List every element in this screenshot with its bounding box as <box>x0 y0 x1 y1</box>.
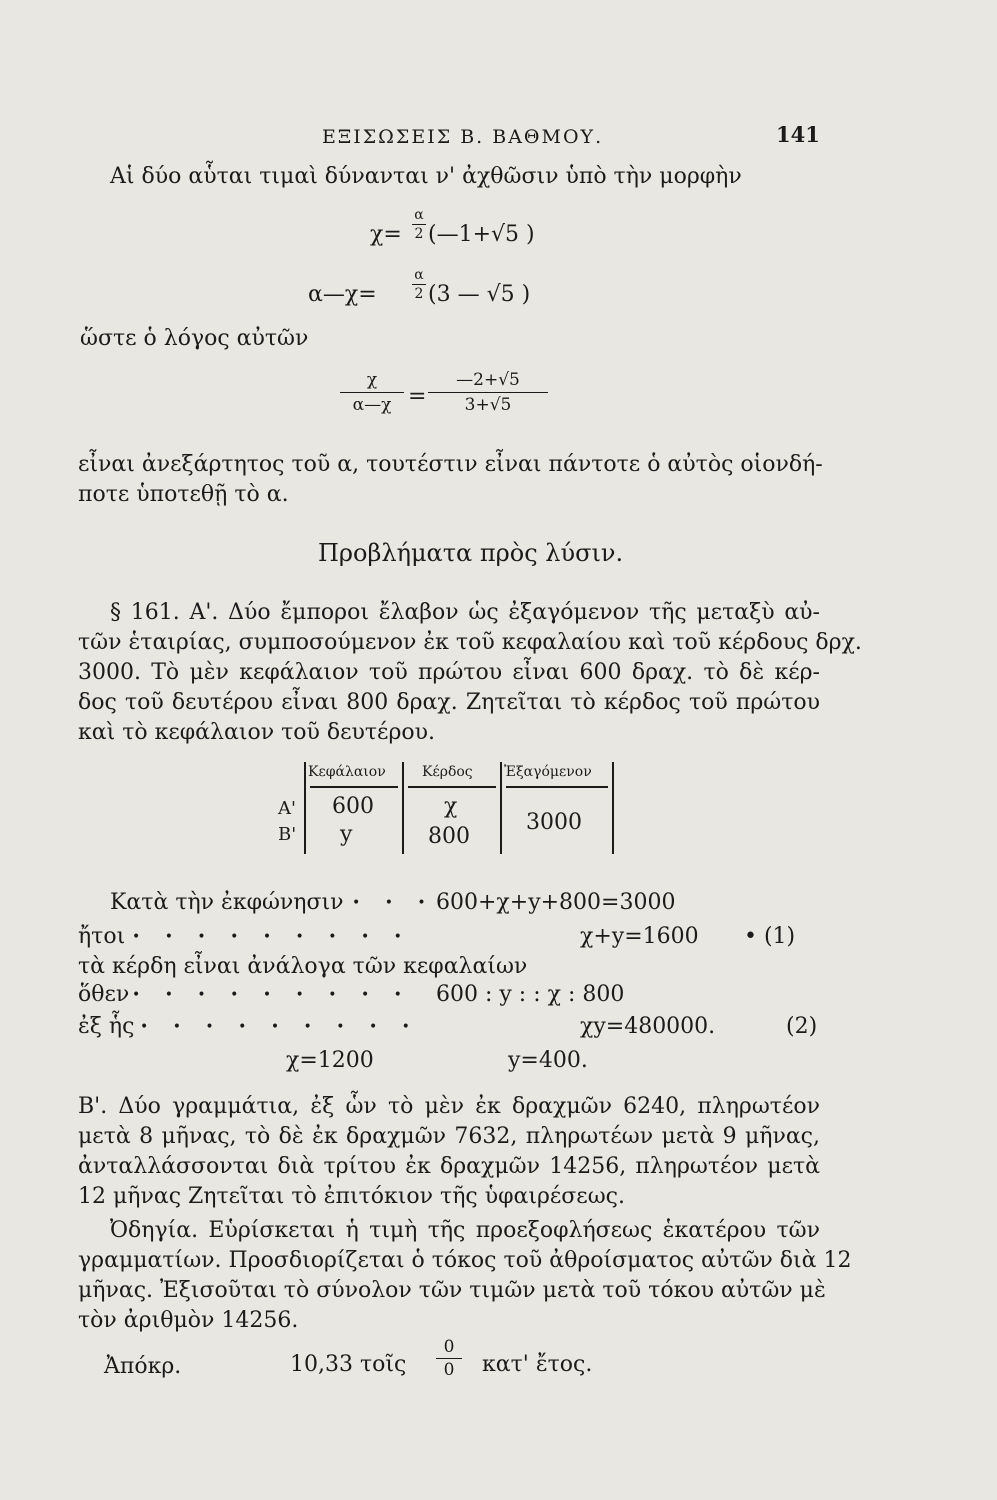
equation-1-fraction <box>412 208 426 241</box>
intro-line-1: Αἱ δύο αὗται τιμαὶ δύνανται ν' ἀχθῶσιν ὑπὸ τὴν μορφὴν <box>110 164 742 189</box>
table-header-result: Ἐξαγόμενον <box>504 764 592 780</box>
running-title: ΕΞΙΣΩΣΕΙΣ Β. ΒΑΘΜΟΥ. <box>322 126 604 148</box>
table-capital-b: y <box>340 822 353 847</box>
table-rule <box>612 762 614 854</box>
intro-line-2: ὥστε ὁ λόγος αὐτῶν <box>80 326 309 351</box>
solution-line-1-dots: • • • <box>352 895 436 911</box>
hint-line-4: τὸν ἀριθμὸν 14256. <box>78 1308 299 1333</box>
equation-1-lhs: χ= <box>370 222 402 247</box>
solution-line-2-equation: χ+y=1600 <box>580 924 699 949</box>
answer-y: y=400. <box>508 1048 588 1073</box>
problem-a-line-2: τῶν ἑταιρίας, συμποσούμενον ἐκ τοῦ κεφαλαίου καὶ τοῦ κέρδους δρχ. <box>78 630 862 655</box>
ratio-right-numerator: —2+√5 <box>456 370 520 390</box>
answer-x: χ=1200 <box>286 1048 374 1073</box>
solution-line-4-equation: 600 : y : : χ : 800 <box>436 982 625 1007</box>
table-rule <box>310 786 398 788</box>
table-rule <box>506 786 608 788</box>
table-rule <box>500 762 502 854</box>
ratio-left-denominator: α—χ <box>352 395 392 415</box>
solution-line-4-text: ὅθεν <box>78 982 130 1007</box>
answer-fraction-numerator: 0 <box>443 1337 455 1357</box>
answer-fraction <box>436 1338 462 1379</box>
table-rule <box>304 762 306 854</box>
fraction-bar <box>340 392 404 393</box>
equation-2-lhs: α—χ= <box>308 282 377 307</box>
answer-value: 10,33 τοῖς <box>290 1352 407 1377</box>
solution-line-1-text: Κατὰ τὴν ἐκφώνησιν <box>110 890 344 915</box>
equation-1-numerator: α <box>414 207 424 223</box>
page-number: 141 <box>776 122 820 147</box>
ratio-equals: = <box>408 384 427 409</box>
data-table <box>272 762 632 862</box>
solution-line-2-tag: • (1) <box>744 924 796 949</box>
hint-line-2: γραμματίων. Προσδιορίζεται ὁ τόκος τοῦ ἀθροίσματος αὐτῶν διὰ 12 <box>78 1248 852 1273</box>
fraction-bar <box>428 392 548 393</box>
solution-line-5-equation: χy=480000. <box>580 1014 716 1039</box>
solution-line-2-text: ἤτοι <box>78 924 126 949</box>
problem-b-line-2: μετὰ 8 μῆνας, τὸ δὲ ἐκ δραχμῶν 7632, πληρωτέων μετὰ 9 μῆνας, <box>78 1124 820 1149</box>
table-capital-a: 600 <box>332 794 374 819</box>
table-rule <box>402 762 404 854</box>
equation-2-denominator: 2 <box>414 286 424 302</box>
problem-a-line-1: § 161. Α'. Δύο ἔμποροι ἔλαβον ὡς ἐξαγόμενον τῆς μεταξὺ αὐ- <box>110 600 820 625</box>
ratio-right-fraction <box>428 370 548 415</box>
intro-line-3: εἶναι ἀνεξάρτητος τοῦ α, τουτέστιν εἶναι πάντοτε ὁ αὐτὸς οἱονδή- <box>78 452 823 477</box>
table-profit-a: χ <box>444 794 458 819</box>
table-row-label-b: Β' <box>278 824 297 845</box>
fraction-bar <box>412 284 426 285</box>
table-profit-b: 800 <box>428 824 470 849</box>
problem-a-line-3: 3000. Τὸ μὲν κεφάλαιον τοῦ πρώτου εἶναι 600 δραχ. τὸ δὲ κέρ- <box>78 660 820 685</box>
solution-line-1-equation: 600+χ+y+800=3000 <box>436 890 676 915</box>
equation-2-rhs: (3 — √5 ) <box>428 282 531 307</box>
table-total: 3000 <box>526 810 582 835</box>
table-rule <box>408 786 496 788</box>
table-row-label-a: Α' <box>278 798 296 819</box>
hint-line-3: μῆνας. Ἐξισοῦται τὸ σύνολον τῶν τιμῶν μετὰ τοῦ τόκου αὐτῶν μὲ <box>78 1278 826 1303</box>
answer-suffix: κατ' ἔτος. <box>482 1352 593 1377</box>
solution-line-4-dots: • • • • • • • • • <box>132 987 412 1003</box>
solution-line-5-text: ἐξ ἧς <box>78 1014 135 1039</box>
problem-a-line-4: δος τοῦ δευτέρου εἶναι 800 δραχ. Ζητεῖται τὸ κέρδος τοῦ πρώτου <box>78 690 820 715</box>
table-header-capital: Κεφάλαιον <box>308 764 386 780</box>
problem-b-line-3: ἀνταλλάσσονται διὰ τρίτου ἐκ δραχμῶν 14256, πληρωτέον μετὰ <box>78 1154 820 1179</box>
ratio-left-fraction <box>340 370 404 415</box>
equation-2-numerator: α <box>414 267 424 283</box>
problem-b-line-1: Β'. Δύο γραμμάτια, ἐξ ὧν τὸ μὲν ἐκ δραχμῶν 6240, πληρωτέον <box>78 1094 820 1119</box>
solution-line-5-tag: (2) <box>786 1014 818 1039</box>
section-title: Προβλήματα πρὸς λύσιν. <box>318 539 624 567</box>
solution-line-3-text: τὰ κέρδη εἶναι ἀνάλογα τῶν κεφαλαίων <box>78 954 528 979</box>
answer-label: Ἀπόκρ. <box>104 1354 182 1379</box>
fraction-bar <box>412 224 426 225</box>
equation-1-rhs: (—1+√5 ) <box>428 222 535 247</box>
fraction-bar <box>436 1358 462 1359</box>
table-header-profit: Κέρδος <box>422 764 473 780</box>
equation-1-denominator: 2 <box>414 226 424 242</box>
equation-2-fraction <box>412 268 426 301</box>
problem-b-line-4: 12 μῆνας Ζητεῖται τὸ ἐπιτόκιον τῆς ὑφαιρέσεως. <box>78 1184 625 1209</box>
solution-line-5-dots: • • • • • • • • • <box>140 1019 420 1035</box>
ratio-right-denominator: 3+√5 <box>464 395 512 415</box>
solution-line-2-dots: • • • • • • • • • <box>132 929 412 945</box>
hint-line-1: Ὀδηγία. Εὑρίσκεται ἡ τιμὴ τῆς προεξοφλήσεως ἑκατέρου τῶν <box>110 1218 820 1243</box>
answer-fraction-denominator: 0 <box>443 1360 455 1380</box>
ratio-left-numerator: χ <box>366 370 378 390</box>
problem-a-line-5: καὶ τὸ κεφάλαιον τοῦ δευτέρου. <box>78 720 435 745</box>
intro-line-4: ποτε ὑποτεθῇ τὸ α. <box>78 482 289 507</box>
